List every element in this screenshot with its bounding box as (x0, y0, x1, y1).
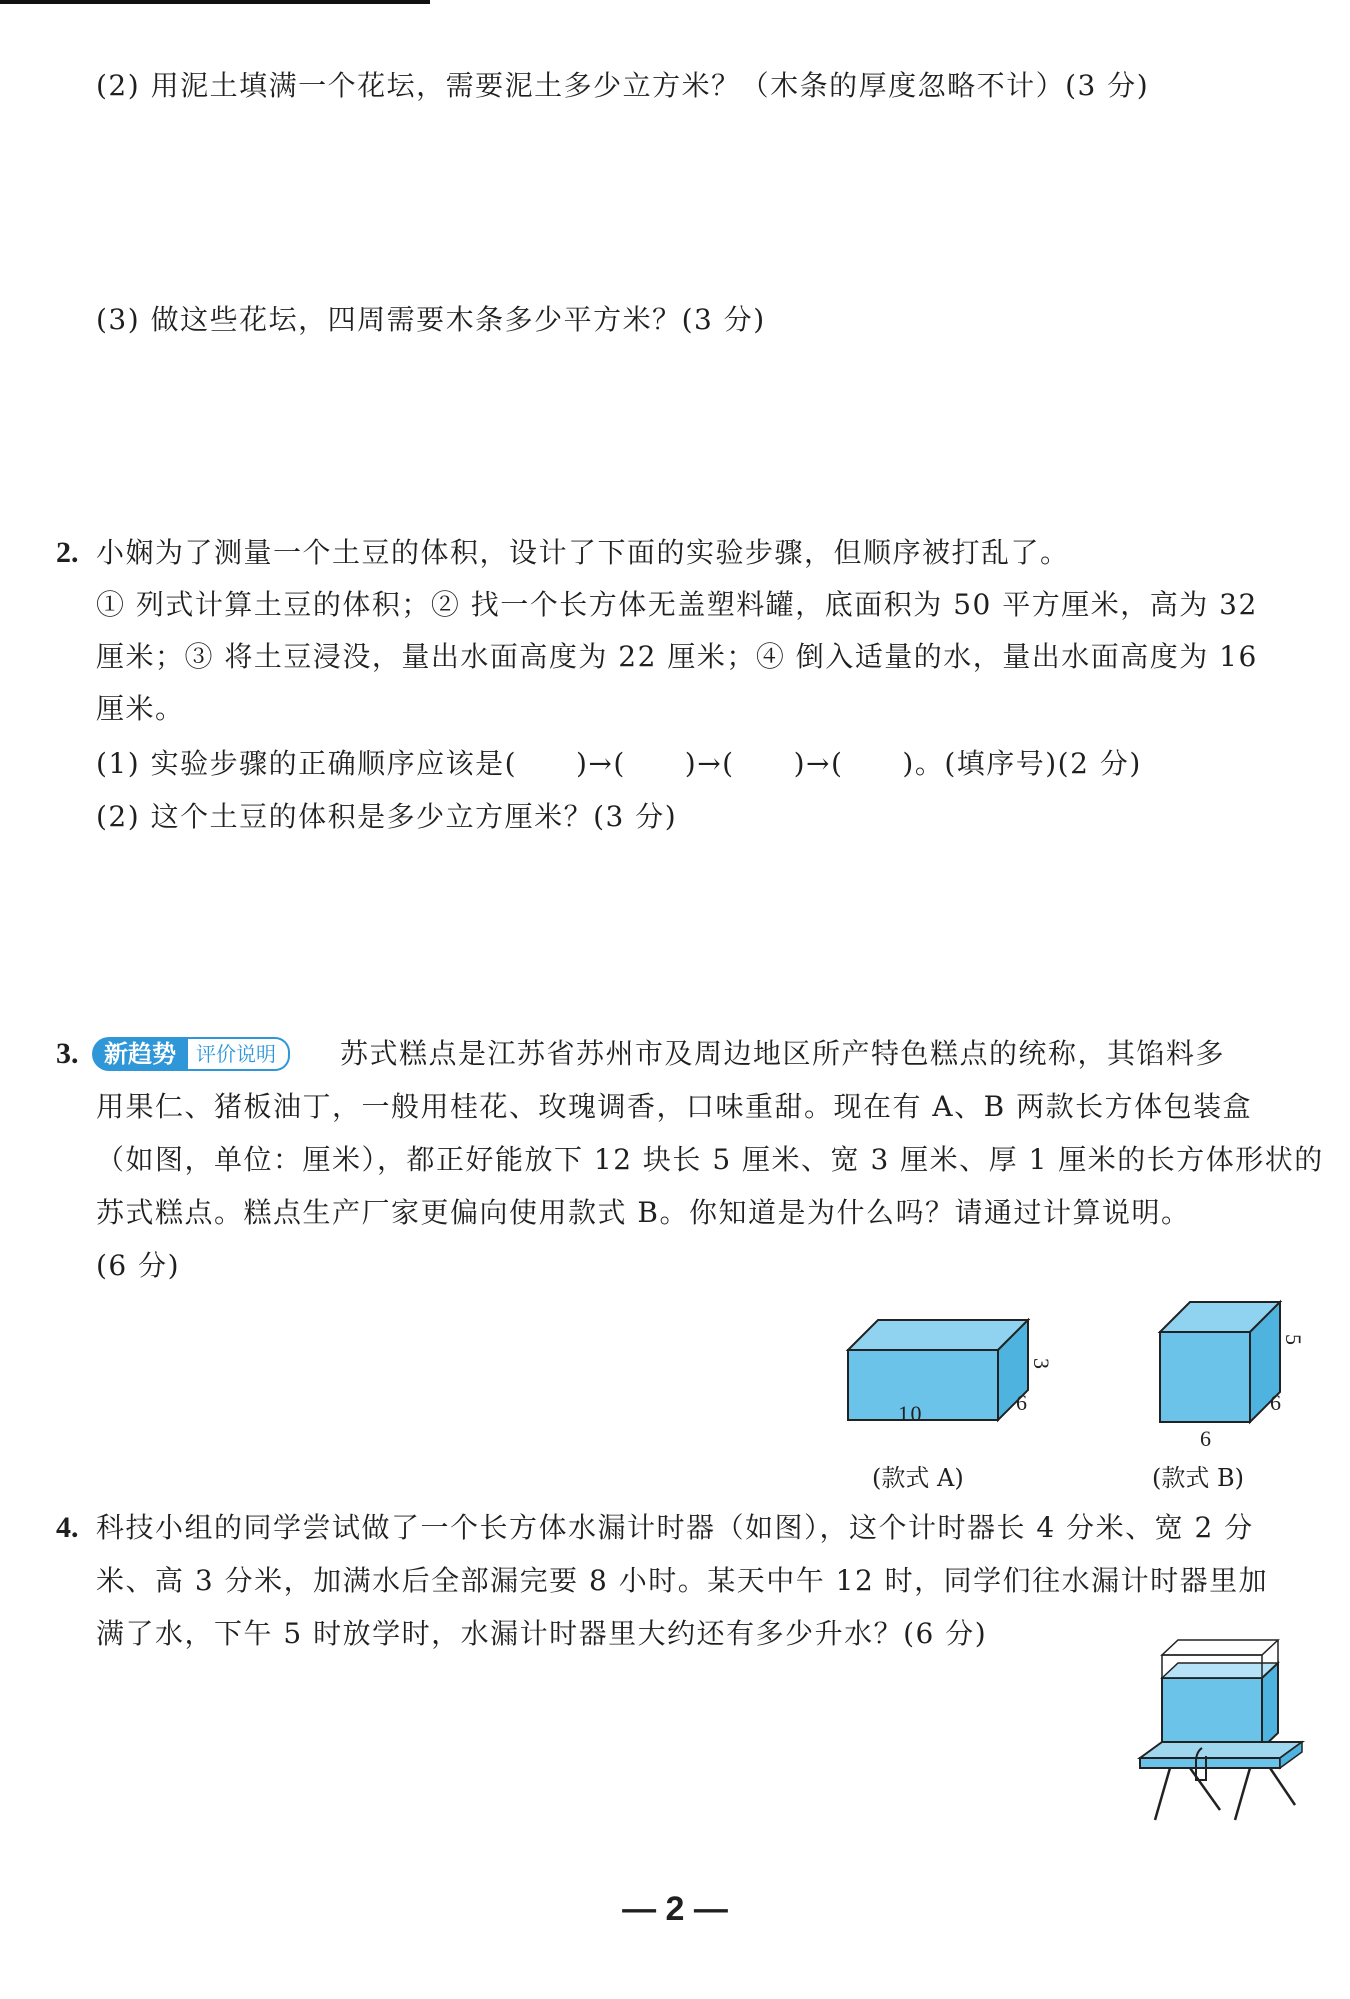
box-b-height: 5 (1281, 1334, 1306, 1345)
box-a-width: 6 (1016, 1390, 1027, 1415)
q3-line-3: （如图，单位：厘米），都正好能放下 12 块长 5 厘米、宽 3 厘米、厚 1 厘米的长方体形状的 (96, 1143, 1324, 1176)
q4-line-1: 科技小组的同学尝试做了一个长方体水漏计时器（如图），这个计时器长 4 分米、宽 2 分 (96, 1511, 1254, 1544)
q3-number: 3. (56, 1037, 79, 1070)
q2-line-4: 厘米。 (96, 692, 185, 725)
q2-number: 2. (56, 536, 79, 569)
box-b-length: 6 (1200, 1426, 1211, 1450)
q1-part2: (2) 用泥土填满一个花坛，需要泥土多少立方米？（木条的厚度忽略不计）(3 分) (96, 69, 1150, 102)
top-rule (0, 0, 430, 4)
q2-line-1: 小娴为了测量一个土豆的体积，设计了下面的实验步骤，但顺序被打乱了。 (96, 536, 1070, 569)
box-a-caption: (款式 A) (872, 1464, 964, 1492)
trend-badge-main: 新趋势 (92, 1037, 188, 1071)
box-a-height: 3 (1029, 1358, 1054, 1369)
q4-line-3: 满了水，下午 5 时放学时，水漏计时器里大约还有多少升水？(6 分) (96, 1617, 988, 1650)
q2-line-2: ① 列式计算土豆的体积；② 找一个长方体无盖塑料罐，底面积为 50 平方厘米，高为 32 (96, 588, 1258, 621)
q1-part3: (3) 做这些花坛，四周需要木条多少平方米？(3 分) (96, 303, 766, 336)
box-b-caption: (款式 B) (1152, 1464, 1244, 1492)
q4-number: 4. (56, 1511, 79, 1544)
water-clock-figure (1130, 1630, 1330, 1830)
q2-part1: (1) 实验步骤的正确顺序应该是( )→( )→( )→( )。(填序号)(2 分) (96, 747, 1142, 780)
box-b-width: 6 (1270, 1390, 1281, 1415)
q4-line-2: 米、高 3 分米，加满水后全部漏完要 8 小时。某天中午 12 时，同学们往水漏计时器里加 (96, 1564, 1269, 1597)
page-number: — 2 — (622, 1890, 728, 1928)
q3-line-5: (6 分) (96, 1249, 181, 1282)
q3-line-1: 苏式糕点是江苏省苏州市及周边地区所产特色糕点的统称，其馅料多 (340, 1037, 1226, 1070)
trend-badge-sub: 评价说明 (188, 1037, 290, 1071)
q3-line-4: 苏式糕点。糕点生产厂家更偏向使用款式 B。你知道是为什么吗？请通过计算说明。 (96, 1196, 1191, 1229)
box-a-length: 10 (898, 1401, 923, 1426)
box-b-figure (1150, 1290, 1310, 1450)
trend-badge (92, 1034, 290, 1074)
q3-line-2: 用果仁、猪板油丁，一般用桂花、玫瑰调香，口味重甜。现在有 A、B 两款长方体包装盒 (96, 1090, 1253, 1123)
q2-part2: (2) 这个土豆的体积是多少立方厘米？(3 分) (96, 800, 678, 833)
box-a-figure (840, 1300, 1080, 1430)
q2-line-3: 厘米；③ 将土豆浸没，量出水面高度为 22 厘米；④ 倒入适量的水，量出水面高度为 16 (96, 640, 1258, 673)
